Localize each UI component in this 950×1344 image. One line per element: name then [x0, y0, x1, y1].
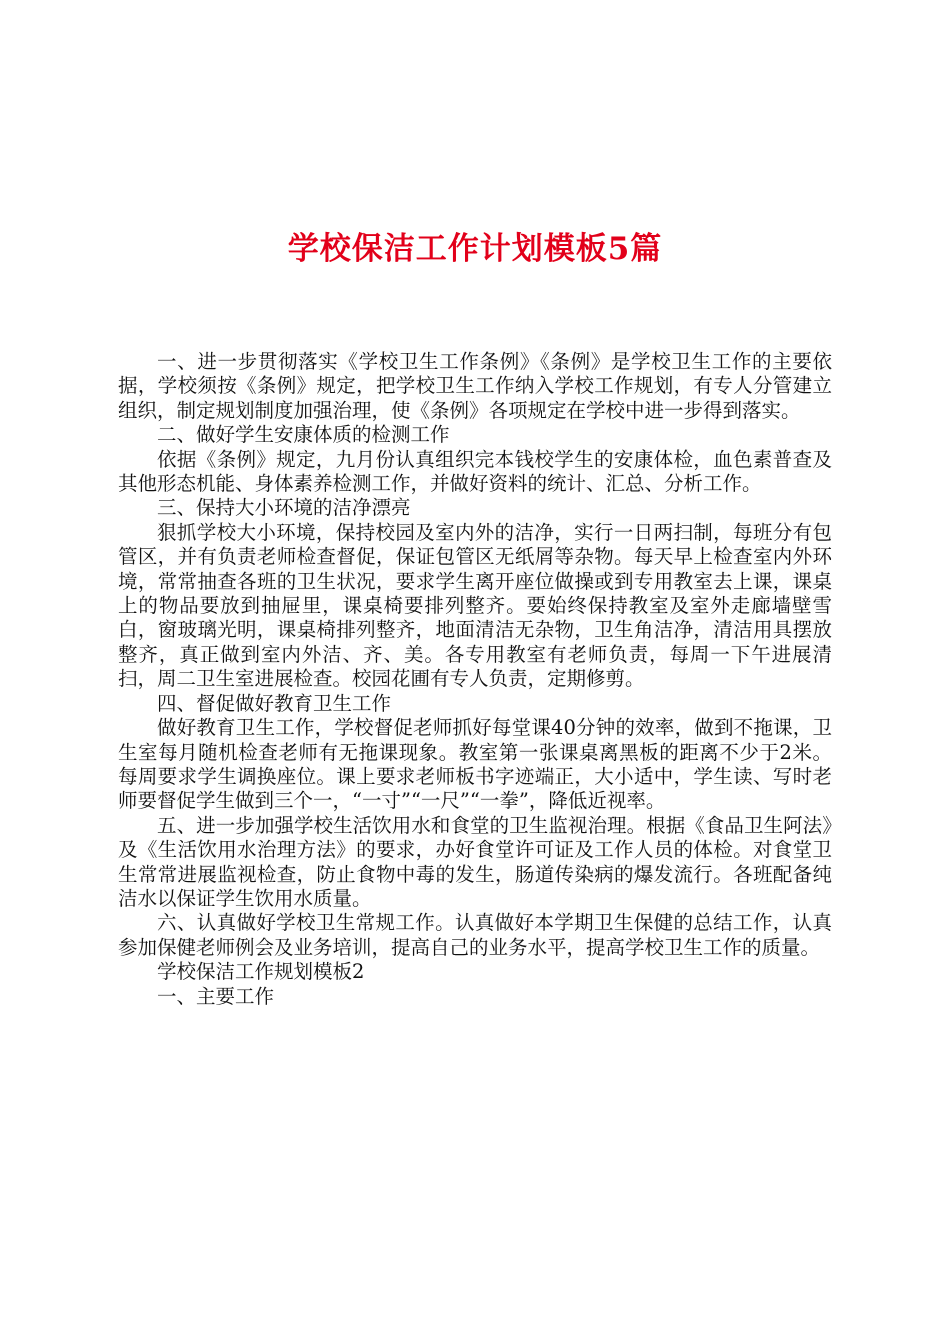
paragraph-1-implement-regulations: 一、进一步贯彻落实《学校卫生工作条例》《条例》是学校卫生工作的主要依据，学校须按《条例》规定，把学校卫生工作纳入学校工作规划，有专人分管建立组织，制定规划制度加强治理，使《条例》各项规定在学校中进一步得到落实。 [118, 350, 832, 422]
paragraph-education-hygiene: 做好教育卫生工作，学校督促老师抓好每堂课40分钟的效率，做到不拖课，卫生室每月随机检查老师有无拖课现象。教室第一张课桌离黑板的距离不少于2米。每周要求学生调换座位。课上要求老师板书字迹端正，大小适中，学生读、写时老师要督促学生做到三个一，“一寸”“一尺”“一拳”，降低近视率。 [118, 716, 832, 813]
paragraph-6-routine-work: 六、认真做好学校卫生常规工作。认真做好本学期卫生保健的总结工作，认真参加保健老师例会及业务培训，提高自己的业务水平，提高学校卫生工作的质量。 [118, 911, 832, 959]
heading-2-health-check: 二、做好学生安康体质的检测工作 [157, 423, 450, 447]
paragraph-environment: 狠抓学校大小环境，保持校园及室内外的洁净，实行一日两扫制，每班分有包管区，并有负责老师检查督促，保证包管区无纸屑等杂物。每天早上检查室内外环境，常常抽查各班的卫生状况，要求学生离开座位做操或到专用教室去上课，课桌上的物品要放到抽屉里，课桌椅要排列整齐。要始终保持教室及室外走廊墙壁雪白，窗玻璃光明，课桌椅排列整齐，地面清洁无杂物，卫生角洁净，清洁用具摆放整齐，真正做到室内外洁、齐、美。各专用教室有老师负责，每周一下午进展清扫，周二卫生室进展检查。校园花圃有专人负责，定期修剪。 [118, 520, 832, 691]
document-title: 学校保洁工作计划模板5篇 [287, 230, 663, 267]
heading-3-environment: 三、保持大小环境的洁净漂亮 [157, 496, 411, 520]
subtitle-template-2: 学校保洁工作规划模板2 [157, 960, 365, 984]
heading-4-education-hygiene: 四、督促做好教育卫生工作 [157, 691, 392, 715]
paragraph-health-check: 依据《条例》规定，九月份认真组织完本钱校学生的安康体检，血色素普查及其他形态机能、身体素养检测工作，并做好资料的统计、汇总、分析工作。 [118, 447, 832, 496]
heading-main-work: 一、主要工作 [157, 984, 275, 1008]
document-body [118, 350, 832, 1009]
paragraph-5-water-canteen: 五、进一步加强学校生活饮用水和食堂的卫生监视治理。根据《食品卫生阿法》及《生活饮用水治理方法》的要求，办好食堂许可证及工作人员的体检。对食堂卫生常常进展监视检查，防止食物中毒的发生，肠道传染病的爆发流行。各班配备纯洁水以保证学生饮用水质量。 [118, 813, 832, 910]
